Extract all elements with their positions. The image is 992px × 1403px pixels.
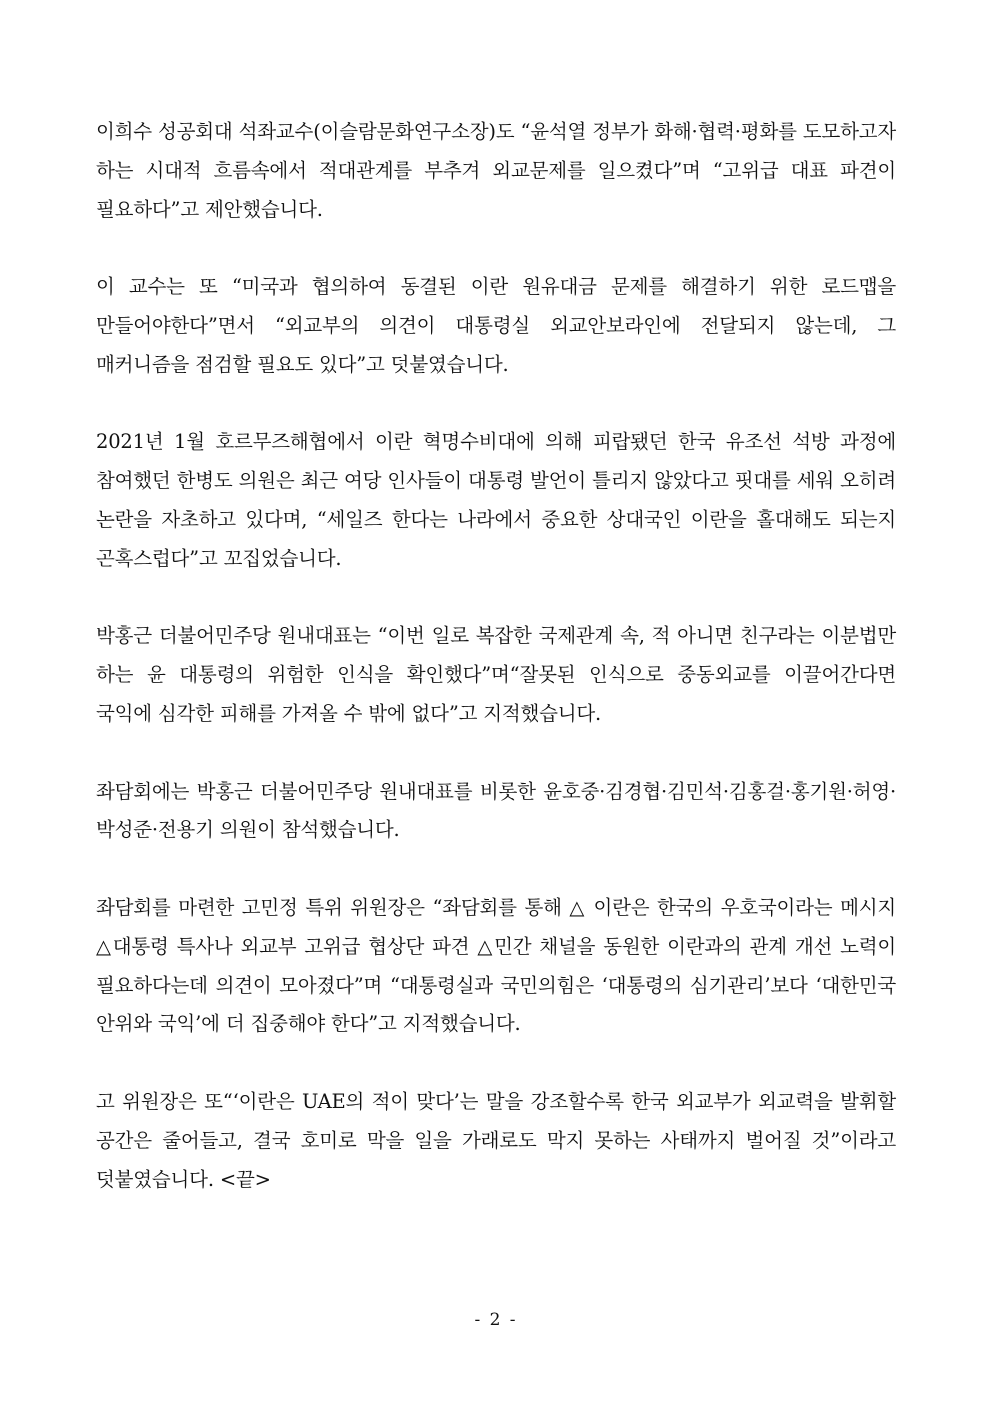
paragraph-park-honggeun: 박홍근 더불어민주당 원내대표는 “이번 일로 복잡한 국제관계 속, 적 아니면 친구라는 이분법만 하는 윤 대통령의 위험한 인식을 확인했다”며“잘못된 인식으로 중동외교를 이끌어간다면 국익에 심각한 피해를 가져올 수 밖에 없다”고 지적했습니다. bbox=[96, 624, 896, 725]
paragraph-ko-minjung: 좌담회를 마련한 고민정 특위 위원장은 “좌담회를 통해 △ 이란은 한국의 우호국이라는 메시지 △대통령 특사나 외교부 고위급 협상단 파견 △민간 채널을 동원한 이란과의 관계 개선 노력이 필요하다는데 의견이 모아졌다”며 “대통령실과 국민의힘은 ‘대통령의 심기관리’보다 ‘대한민국 안위와 국익’에 더 집중해야 한다”고 지적했습니다. bbox=[96, 895, 896, 1036]
page-number: - 2 - bbox=[474, 1310, 518, 1330]
paragraph-closing: 고 위원장은 또“‘이란은 UAE의 적이 맞다’는 말을 강조할수록 한국 외교부가 외교력을 발휘할 공간은 줄어들고, 결국 호미로 막을 일을 가래로도 막지 못하는 사태까지 벌어질 것”이라고 덧붙였습니다. <끝> bbox=[96, 1089, 896, 1191]
paragraph-lee-heesoo: 이희수 성공회대 석좌교수(이슬람문화연구소장)도 “윤석열 정부가 화해·협력·평화를 도모하고자 하는 시대적 흐름속에서 적대관계를 부추겨 외교문제를 일으켰다”며 “고위급 대표 파견이 필요하다”고 제안했습니다. bbox=[96, 120, 896, 221]
paragraph-attendees: 좌담회에는 박홍근 더불어민주당 원내대표를 비롯한 윤호중·김경협·김민석·김홍걸·홍기원·허영·박성준·전용기 의원이 참석했습니다. bbox=[96, 779, 896, 842]
document-body bbox=[96, 113, 896, 1238]
paragraph-roadmap: 이 교수는 또 “미국과 협의하여 동결된 이란 원유대금 문제를 해결하기 위한 로드맵을 만들어야한다”면서 “외교부의 의견이 대통령실 외교안보라인에 전달되지 않는데, 그 매커니즘을 점검할 필요도 있다”고 덧붙였습니다. bbox=[96, 275, 896, 376]
paragraph-han-byungdo: 2021년 1월 호르무즈해협에서 이란 혁명수비대에 의해 피랍됐던 한국 유조선 석방 과정에 참여했던 한병도 의원은 최근 여당 인사들이 대통령 발언이 틀리지 않았다고 핏대를 세워 오히려 논란을 자초하고 있다며, “세일즈 한다는 나라에서 중요한 상대국인 이란을 홀대해도 되는지 곤혹스럽다”고 꼬집었습니다. bbox=[96, 430, 896, 570]
